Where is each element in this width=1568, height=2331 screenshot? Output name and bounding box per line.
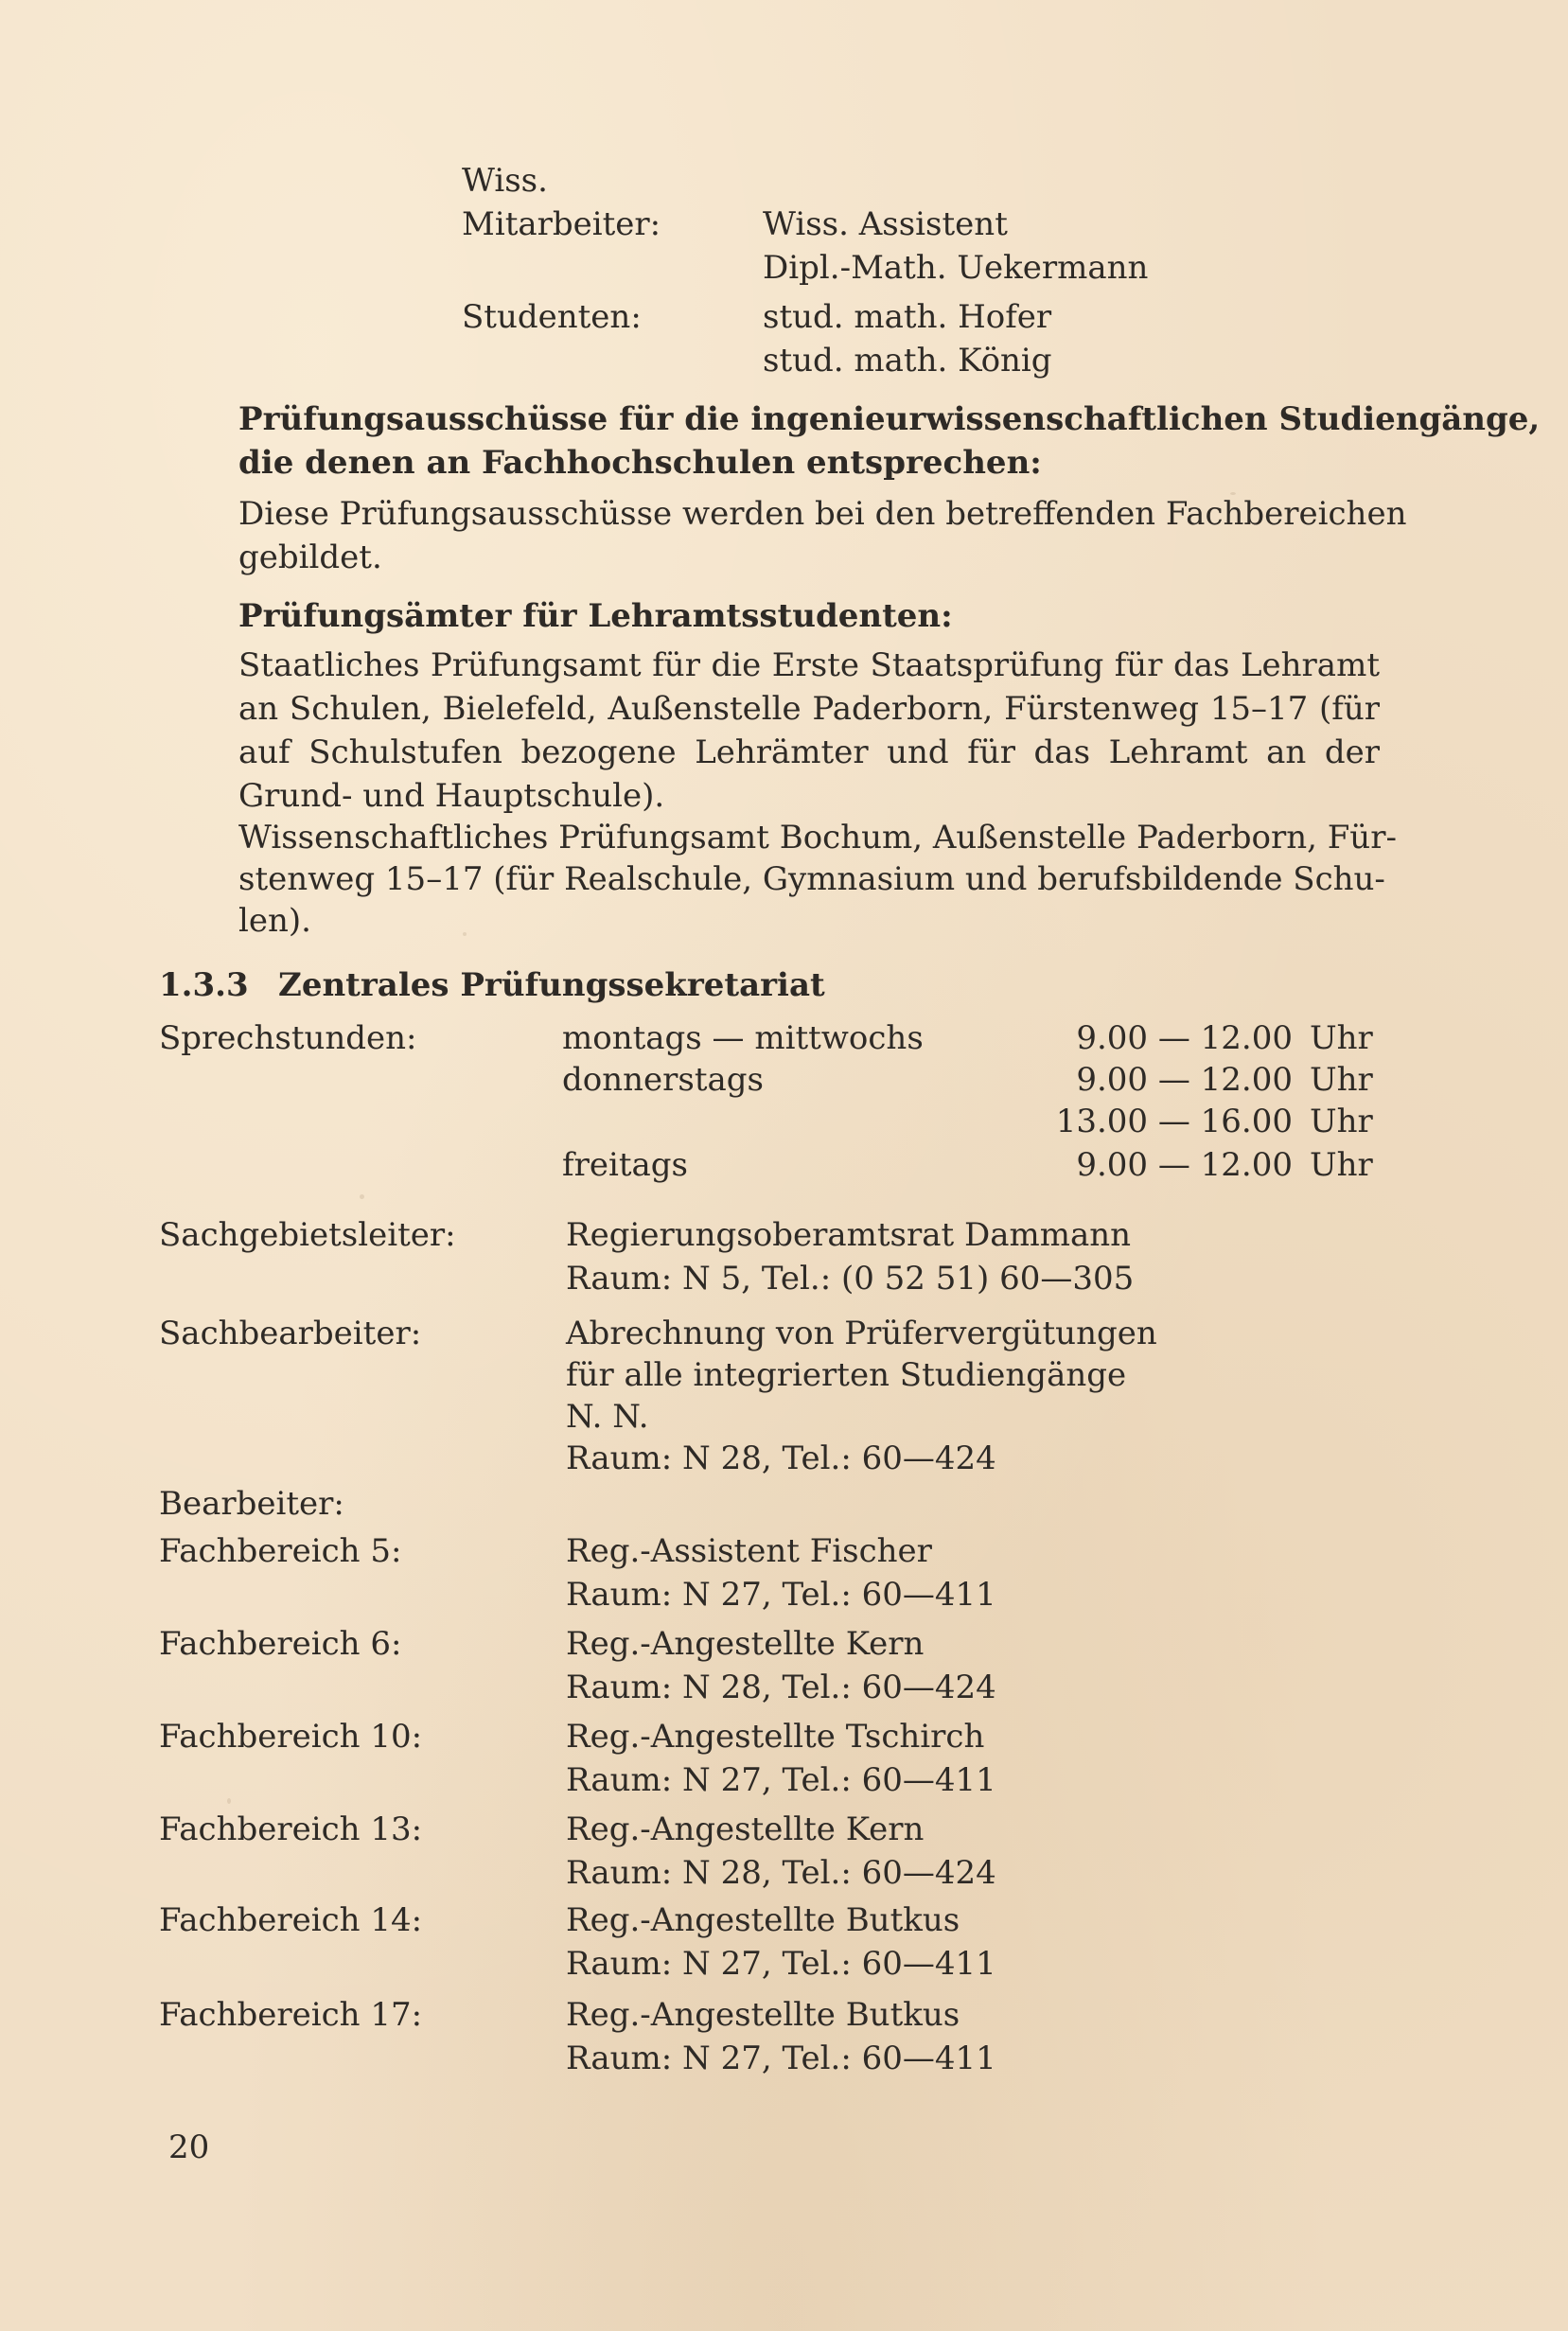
office-hours-day: montags — mittwochs — [562, 1019, 924, 1057]
fachbereich-label: Fachbereich 6: — [159, 1625, 402, 1663]
sachbearbeiter-line: Abrechnung von Prüfervergütungen — [566, 1315, 1157, 1352]
paper-fleck — [227, 1798, 231, 1804]
wiss-label-line1: Wiss. — [462, 162, 548, 200]
sachgebietsleiter-room: Raum: N 5, Tel.: (0 52 51) 60—305 — [566, 1260, 1135, 1298]
paragraph-line: auf Schulstufen bezogene Lehrämter und für das Lehramt an der — [238, 733, 1380, 771]
fachbereich-room: Raum: N 27, Tel.: 60—411 — [566, 1945, 996, 1983]
sachbearbeiter-line: für alle integrierten Studiengänge — [566, 1356, 1127, 1394]
office-hours-unit: Uhr — [1310, 1146, 1373, 1184]
fachbereich-room: Raum: N 27, Tel.: 60—411 — [566, 1761, 996, 1799]
paragraph-line: Staatliches Prüfungsamt für die Erste Staatsprüfung für das Lehramt — [238, 646, 1380, 684]
sachbearbeiter-line: N. N. — [566, 1398, 649, 1436]
section-number: 1.3.3 — [159, 966, 249, 1004]
section-heading: Prüfungsausschüsse für die ingenieurwissenschaftlichen Studiengänge, — [238, 400, 1541, 438]
office-hours-day: freitags — [562, 1146, 688, 1184]
office-hours-unit: Uhr — [1310, 1019, 1373, 1057]
office-hours-time: 9.00 — 12.00 — [1076, 1019, 1293, 1057]
fachbereich-name: Reg.-Angestellte Kern — [566, 1810, 925, 1848]
paragraph-line: stenweg 15–17 (für Realschule, Gymnasium und berufsbildende Schu- — [238, 860, 1385, 898]
fachbereich-name: Reg.-Angestellte Butkus — [566, 1996, 960, 2034]
fachbereich-label: Fachbereich 17: — [159, 1996, 423, 2034]
fachbereich-name: Reg.-Angestellte Tschirch — [566, 1718, 985, 1756]
sachgebietsleiter-label: Sachgebietsleiter: — [159, 1216, 456, 1254]
sprechstunden-label: Sprechstunden: — [159, 1019, 417, 1057]
office-hours-time: 9.00 — 12.00 — [1076, 1146, 1293, 1184]
fachbereich-name: Reg.-Angestellte Butkus — [566, 1901, 960, 1939]
office-hours-unit: Uhr — [1310, 1061, 1373, 1099]
paragraph-line: Wissenschaftliches Prüfungsamt Bochum, Außenstelle Paderborn, Für- — [238, 819, 1397, 856]
section-heading: die denen an Fachhochschulen entsprechen: — [238, 444, 1042, 482]
paragraph-line: Diese Prüfungsausschüsse werden bei den betreffenden Fachbereichen — [238, 495, 1407, 533]
paragraph-line: gebildet. — [238, 539, 382, 576]
studenten-label: Studenten: — [462, 298, 642, 336]
office-hours-day: donnerstags — [562, 1061, 764, 1099]
sachbearbeiter-label: Sachbearbeiter: — [159, 1315, 422, 1352]
fachbereich-label: Fachbereich 13: — [159, 1810, 423, 1848]
paragraph-line: len). — [238, 902, 311, 940]
section-heading: Prüfungsämter für Lehramtsstudenten: — [238, 597, 953, 635]
fachbereich-room: Raum: N 27, Tel.: 60—411 — [566, 2040, 996, 2077]
wiss-value: Wiss. Assistent — [763, 205, 1008, 243]
paper-fleck — [463, 932, 467, 936]
fachbereich-room: Raum: N 27, Tel.: 60—411 — [566, 1576, 996, 1614]
office-hours-time: 9.00 — 12.00 — [1076, 1061, 1293, 1099]
studenten-value: stud. math. Hofer — [763, 298, 1052, 336]
sachgebietsleiter-name: Regierungsoberamtsrat Dammann — [566, 1216, 1132, 1254]
fachbereich-room: Raum: N 28, Tel.: 60—424 — [566, 1854, 996, 1892]
wiss-label-line2: Mitarbeiter: — [462, 205, 661, 243]
paper-fleck — [360, 1194, 364, 1199]
sachbearbeiter-line: Raum: N 28, Tel.: 60—424 — [566, 1439, 996, 1477]
office-hours-unit: Uhr — [1310, 1103, 1373, 1140]
bearbeiter-label: Bearbeiter: — [159, 1485, 344, 1523]
fachbereich-label: Fachbereich 14: — [159, 1901, 423, 1939]
wiss-value: Dipl.-Math. Uekermann — [763, 249, 1149, 287]
fachbereich-name: Reg.-Assistent Fischer — [566, 1532, 932, 1570]
studenten-value: stud. math. König — [763, 342, 1052, 380]
fachbereich-name: Reg.-Angestellte Kern — [566, 1625, 925, 1663]
fachbereich-label: Fachbereich 10: — [159, 1718, 423, 1756]
office-hours-time: 13.00 — 16.00 — [1055, 1103, 1293, 1140]
fachbereich-room: Raum: N 28, Tel.: 60—424 — [566, 1669, 996, 1706]
section-title: Zentrales Prüfungssekretariat — [278, 966, 825, 1004]
page-number: 20 — [168, 2128, 210, 2166]
paragraph-line: an Schulen, Bielefeld, Außenstelle Paderborn, Fürstenweg 15–17 (für — [238, 690, 1380, 728]
paragraph-line: Grund- und Hauptschule). — [238, 777, 665, 815]
fachbereich-label: Fachbereich 5: — [159, 1532, 402, 1570]
